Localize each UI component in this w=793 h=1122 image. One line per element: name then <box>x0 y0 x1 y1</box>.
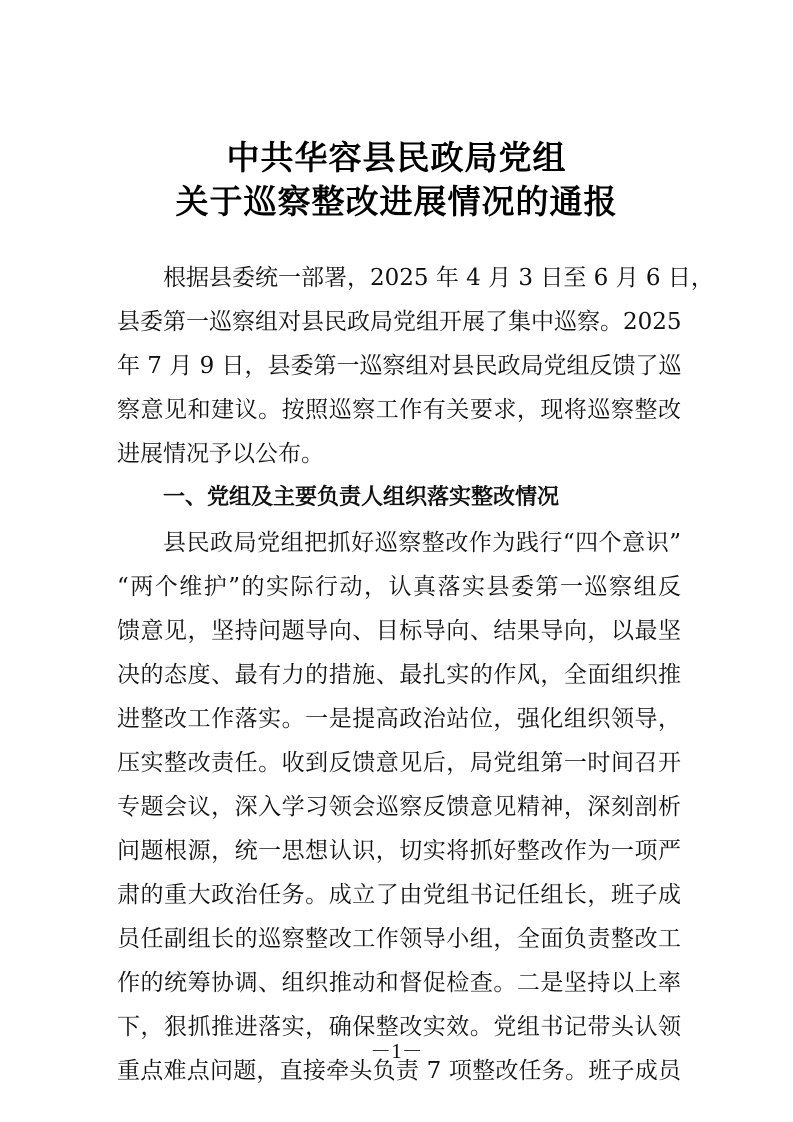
document-title-line-1: 中共华容县民政局党组 <box>226 138 567 177</box>
paragraph-1-line: 察意见和建议。按照巡察工作有关要求，现将巡察整改 <box>117 397 681 423</box>
paragraph-2-line: 肃的重大政治任务。成立了由党组书记任组长，班子成 <box>117 882 681 908</box>
page-number: －1－ <box>370 1039 423 1063</box>
paragraph-2-line: 县民政局党组把抓好巡察整改作为践行“四个意识” <box>163 530 681 556</box>
paragraph-2-line: 员任副组长的巡察整改工作领导小组，全面负责整改工 <box>117 926 681 952</box>
paragraph-1-line: 根据县委统一部署，2025 年 4 月 3 日至 6 月 6 日， <box>163 265 714 291</box>
paragraph-2-line: 进整改工作落实。一是提高政治站位，强化组织领导， <box>117 706 681 732</box>
paragraph-1-line: 年 7 月 9 日，县委第一巡察组对县民政局党组反馈了巡 <box>117 353 682 379</box>
paragraph-1-line: 县委第一巡察组对县民政局党组开展了集中巡察。2025 <box>117 309 682 335</box>
paragraph-2-line: 馈意见，坚持问题导向、目标导向、结果导向，以最坚 <box>117 618 681 644</box>
paragraph-2-line: “两个维护”的实际行动，认真落实县委第一巡察组反 <box>117 574 681 600</box>
paragraph-2-line: 压实整改责任。收到反馈意见后，局党组第一时间召开 <box>117 750 681 776</box>
paragraph-2-line: 决的态度、最有力的措施、最扎实的作风，全面组织推 <box>117 662 681 688</box>
paragraph-1-line: 进展情况予以公布。 <box>117 441 324 467</box>
paragraph-2-line: 重点难点问题，直接牵头负责 7 项整改任务。班子成员 <box>117 1058 681 1084</box>
paragraph-2-line: 作的统筹协调、组织推动和督促检查。二是坚持以上率 <box>117 970 681 996</box>
paragraph-2-line: 专题会议，深入学习领会巡察反馈意见精神，深刻剖析 <box>117 794 681 820</box>
document-title-line-2: 关于巡察整改进展情况的通报 <box>175 182 618 221</box>
paragraph-2-line: 问题根源，统一思想认识，切实将抓好整改作为一项严 <box>117 838 681 864</box>
section-1-heading: 一、党组及主要负责人组织落实整改情况 <box>163 485 560 510</box>
paragraph-2-line: 下，狠抓推进落实，确保整改实效。党组书记带头认领 <box>117 1014 681 1040</box>
